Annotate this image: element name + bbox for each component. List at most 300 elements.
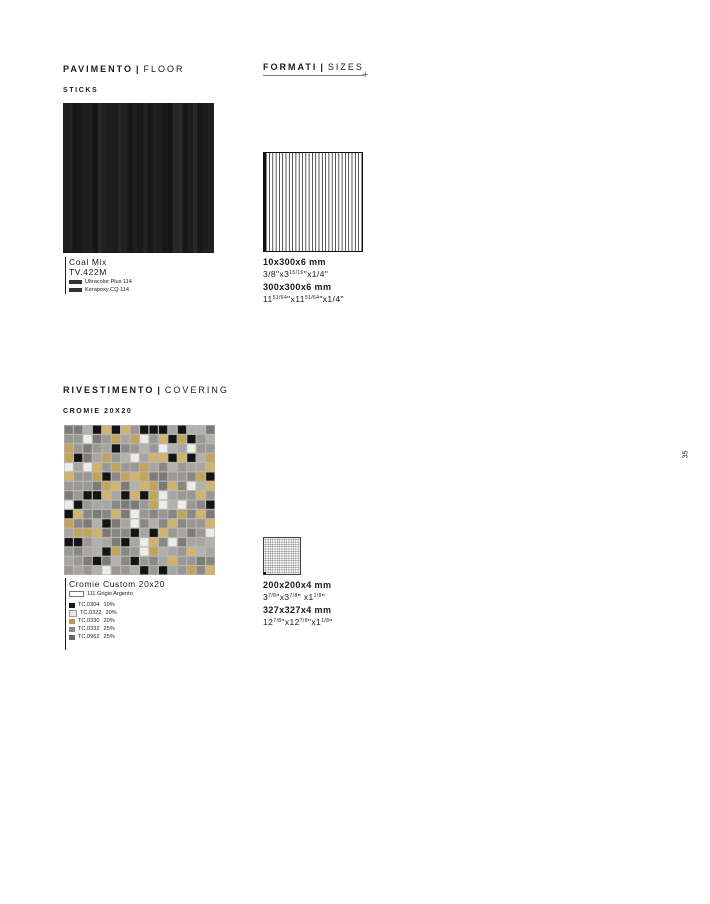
mosaic-chip — [187, 472, 195, 480]
heading-separator: | — [136, 64, 141, 74]
stick-strip — [173, 103, 177, 253]
mosaic-chip — [187, 501, 195, 509]
mosaic-chip — [93, 538, 101, 546]
mosaic-chip — [131, 510, 139, 518]
mosaic-chip — [187, 529, 195, 537]
grout-swatch — [69, 591, 84, 597]
mix-row — [69, 633, 117, 641]
mosaic-chip — [159, 472, 167, 480]
mix-code: TC.0332 — [78, 626, 100, 632]
mosaic-chip — [93, 454, 101, 462]
mosaic-chip — [197, 472, 205, 480]
mosaic-chip — [159, 463, 167, 471]
sizes-heading-bold: FORMATI — [263, 62, 318, 72]
stick-strip — [178, 103, 182, 253]
mosaic-chip — [168, 547, 176, 555]
mix-code: TC.0962 — [78, 634, 100, 640]
mosaic-chip — [93, 472, 101, 480]
mosaic-chip — [131, 538, 139, 546]
mosaic-chip — [102, 566, 110, 574]
mosaic-chip — [187, 463, 195, 471]
mosaic-chip — [83, 426, 91, 434]
mosaic-chip — [93, 529, 101, 537]
mosaic-tile-image — [64, 425, 215, 575]
mosaic-chip — [102, 482, 110, 490]
mosaic-chip — [65, 529, 73, 537]
mosaic-chip — [206, 454, 214, 462]
mosaic-chip — [102, 491, 110, 499]
mix-swatch — [69, 619, 75, 624]
heading-separator: | — [320, 62, 325, 72]
mosaic-chip — [197, 426, 205, 434]
sizes-heading — [263, 62, 364, 72]
mosaic-chip — [150, 426, 158, 434]
mosaic-chip — [112, 547, 120, 555]
mosaic-chip — [112, 501, 120, 509]
stick-strip — [103, 103, 107, 253]
mosaic-chip — [65, 491, 73, 499]
mosaic-chip — [197, 557, 205, 565]
mosaic-chip — [112, 538, 120, 546]
sticks-format-icon — [263, 152, 363, 252]
mosaic-chip — [83, 444, 91, 452]
mosaic-chip — [131, 482, 139, 490]
mosaic-chip — [93, 566, 101, 574]
mosaic-chip — [74, 529, 82, 537]
mosaic-chip — [178, 529, 186, 537]
size-fraction: 51/64 — [272, 295, 288, 301]
covering-grout-legend — [69, 590, 133, 598]
mosaic-chip — [178, 519, 186, 527]
mosaic-chip — [168, 454, 176, 462]
mosaic-chip — [140, 482, 148, 490]
mosaic-chip — [206, 529, 214, 537]
mosaic-chip — [159, 426, 167, 434]
mosaic-chip — [102, 547, 110, 555]
mosaic-chip — [131, 491, 139, 499]
floor-size-b-inch — [263, 294, 344, 304]
mosaic-chip — [187, 566, 195, 574]
mosaic-chip — [168, 482, 176, 490]
mosaic-chip — [178, 557, 186, 565]
mosaic-chip — [178, 566, 186, 574]
mosaic-chip — [150, 547, 158, 555]
size-part: "x11 — [287, 294, 305, 304]
mosaic-chip — [74, 444, 82, 452]
mosaic-chip — [93, 501, 101, 509]
mosaic-chip — [206, 491, 214, 499]
covering-size-b-inch — [263, 617, 333, 627]
mosaic-chip — [102, 501, 110, 509]
mosaic-chip — [178, 426, 186, 434]
mosaic-chip — [112, 444, 120, 452]
stick-strip — [128, 103, 132, 253]
mosaic-chip — [112, 491, 120, 499]
stick-strip — [158, 103, 162, 253]
mix-percent: 20% — [105, 610, 117, 616]
mosaic-chip — [83, 454, 91, 462]
mosaic-chip — [197, 529, 205, 537]
mosaic-chip — [83, 463, 91, 471]
mosaic-chip — [150, 566, 158, 574]
mosaic-chip — [168, 435, 176, 443]
mosaic-chip — [112, 482, 120, 490]
floor-heading — [63, 64, 185, 74]
mosaic-chip — [93, 519, 101, 527]
mosaic-chip — [168, 519, 176, 527]
mosaic-chip — [178, 463, 186, 471]
mix-code: TC.0330 — [78, 618, 100, 624]
stick-strip — [138, 103, 142, 253]
mosaic-chip — [197, 444, 205, 452]
mosaic-chip — [206, 501, 214, 509]
size-part: "x3 — [276, 592, 290, 602]
mosaic-chip — [102, 472, 110, 480]
mix-percent: 25% — [103, 626, 115, 632]
stick-strip — [198, 103, 202, 253]
stick-strip — [168, 103, 172, 253]
size-part: 3/8"x3 — [263, 269, 290, 279]
mosaic-chip — [140, 566, 148, 574]
mosaic-chip — [187, 519, 195, 527]
stick-strip — [68, 103, 72, 253]
grout-label: Ultracolor Plus 114 — [85, 279, 132, 285]
mix-swatch — [69, 627, 75, 632]
mosaic-chip — [131, 547, 139, 555]
covering-heading-light: COVERING — [164, 385, 229, 395]
mosaic-chip — [150, 557, 158, 565]
mosaic-chip — [83, 501, 91, 509]
mosaic-chip — [74, 510, 82, 518]
mosaic-chip — [93, 426, 101, 434]
mosaic-chip — [83, 557, 91, 565]
mosaic-chip — [112, 566, 120, 574]
mix-code: TC.0322 — [80, 610, 102, 616]
mix-code: TC.0304 — [78, 602, 100, 608]
mosaic-chip — [131, 463, 139, 471]
mosaic-chip — [112, 557, 120, 565]
mosaic-chip — [187, 510, 195, 518]
mosaic-chip — [197, 519, 205, 527]
mosaic-chip — [74, 566, 82, 574]
mosaic-chip — [93, 463, 101, 471]
floor-size-b-mm: 300x300x6 mm — [263, 282, 332, 292]
sticks-format-drawing — [263, 152, 363, 252]
mosaic-chip — [121, 566, 129, 574]
mosaic-chip — [65, 472, 73, 480]
mosaic-chip — [74, 472, 82, 480]
mosaic-tile-photo — [64, 425, 215, 575]
mosaic-chip — [140, 491, 148, 499]
mosaic-chip — [102, 444, 110, 452]
mosaic-chip — [178, 547, 186, 555]
mosaic-chip — [140, 463, 148, 471]
mosaic-chip — [83, 491, 91, 499]
mosaic-chip — [150, 472, 158, 480]
mosaic-chip — [83, 472, 91, 480]
stick-strip — [123, 103, 127, 253]
mosaic-chip — [178, 435, 186, 443]
mosaic-chip — [131, 454, 139, 462]
mosaic-chip — [150, 491, 158, 499]
format-edge — [264, 153, 267, 252]
mosaic-chip — [65, 454, 73, 462]
stick-strip — [78, 103, 82, 253]
mosaic-chip — [83, 538, 91, 546]
caption-bar — [65, 257, 66, 294]
mosaic-chip — [178, 444, 186, 452]
mosaic-chip — [168, 529, 176, 537]
mosaic-chip — [121, 491, 129, 499]
mosaic-chip — [178, 472, 186, 480]
format-outline — [264, 153, 363, 252]
covering-product-name: Cromie Custom 20x20 — [69, 579, 165, 589]
floor-heading-light: FLOOR — [143, 64, 185, 74]
mosaic-chip — [112, 454, 120, 462]
mosaic-chip — [140, 472, 148, 480]
mix-swatch — [69, 603, 75, 608]
stick-strip — [148, 103, 152, 253]
mosaic-chip — [178, 501, 186, 509]
mosaic-chip — [74, 435, 82, 443]
mosaic-chip — [206, 482, 214, 490]
mosaic-chip — [168, 426, 176, 434]
stick-strip — [213, 103, 214, 253]
mosaic-chip — [197, 501, 205, 509]
mosaic-chip — [150, 463, 158, 471]
mosaic-chip — [159, 566, 167, 574]
size-part: " — [321, 592, 326, 602]
mosaic-chip — [74, 547, 82, 555]
mosaic-chip — [131, 444, 139, 452]
stick-strip — [63, 103, 67, 253]
mosaic-chip — [131, 529, 139, 537]
mosaic-chip — [168, 491, 176, 499]
mosaic-chip — [168, 510, 176, 518]
mosaic-chip — [140, 454, 148, 462]
mosaic-chip — [65, 519, 73, 527]
mosaic-chip — [168, 463, 176, 471]
stick-strip — [98, 103, 102, 253]
mosaic-chip — [65, 444, 73, 452]
mosaic-chip — [93, 482, 101, 490]
mosaic-chip — [112, 529, 120, 537]
mosaic-chip — [206, 444, 214, 452]
sizes-heading-light: SIZES — [327, 62, 364, 72]
mosaic-chip — [168, 538, 176, 546]
grout-swatch — [69, 280, 82, 284]
mosaic-chip — [121, 510, 129, 518]
mix-percent: 25% — [103, 634, 115, 640]
mosaic-chip — [140, 501, 148, 509]
mosaic-chip — [159, 444, 167, 452]
mosaic-chip — [168, 566, 176, 574]
size-fraction: 7/8 — [299, 618, 308, 624]
mosaic-chip — [140, 557, 148, 565]
mosaic-chip — [65, 482, 73, 490]
size-fraction: 1/8 — [321, 618, 330, 624]
mosaic-chip — [93, 510, 101, 518]
mosaic-chip — [150, 529, 158, 537]
floor-grout-legend — [69, 278, 132, 294]
mosaic-chip — [65, 510, 73, 518]
mosaic-chip — [102, 538, 110, 546]
mosaic-chip — [168, 472, 176, 480]
mosaic-chip — [178, 510, 186, 518]
mosaic-chip — [159, 538, 167, 546]
mosaic-chip — [121, 444, 129, 452]
mosaic-chip — [83, 529, 91, 537]
mosaic-chip — [65, 547, 73, 555]
mosaic-chip — [168, 444, 176, 452]
mosaic-chip — [131, 519, 139, 527]
mosaic-chip — [206, 557, 214, 565]
mosaic-format-drawing — [263, 537, 301, 575]
mosaic-chip — [112, 463, 120, 471]
covering-heading-bold: RIVESTIMENTO — [63, 385, 155, 395]
covering-subheading: CROMIE 20X20 — [63, 408, 133, 415]
mosaic-chip — [159, 435, 167, 443]
mosaic-chip — [121, 529, 129, 537]
stick-strip — [193, 103, 197, 253]
size-fraction: 7/8 — [268, 593, 277, 599]
mosaic-chip — [159, 454, 167, 462]
mosaic-chip — [74, 501, 82, 509]
mosaic-chip — [102, 463, 110, 471]
covering-size-a-mm: 200x200x4 mm — [263, 580, 332, 590]
mosaic-chip — [187, 491, 195, 499]
mosaic-chip — [121, 426, 129, 434]
size-part: "x1/4" — [319, 294, 344, 304]
size-part: "x12 — [281, 617, 300, 627]
mosaic-chip — [150, 519, 158, 527]
mosaic-chip — [83, 547, 91, 555]
mosaic-chip — [65, 538, 73, 546]
stick-strip — [118, 103, 122, 253]
mosaic-chip — [102, 529, 110, 537]
mosaic-chip — [206, 463, 214, 471]
mosaic-chip — [159, 510, 167, 518]
mix-swatch — [69, 635, 75, 640]
mosaic-chip — [140, 444, 148, 452]
mosaic-chip — [74, 454, 82, 462]
mosaic-chip — [187, 426, 195, 434]
covering-heading — [63, 385, 229, 395]
mosaic-chip — [140, 426, 148, 434]
mosaic-chip — [121, 538, 129, 546]
mosaic-chip — [197, 491, 205, 499]
mosaic-chip — [197, 566, 205, 574]
mosaic-chip — [140, 519, 148, 527]
mosaic-chip — [159, 529, 167, 537]
grout-row — [69, 590, 133, 598]
mosaic-chip — [112, 510, 120, 518]
mosaic-chip — [206, 547, 214, 555]
mosaic-chip — [159, 491, 167, 499]
mosaic-chip — [65, 557, 73, 565]
mosaic-chip — [197, 547, 205, 555]
covering-size-a-inch — [263, 592, 325, 602]
mosaic-chip — [83, 482, 91, 490]
mosaic-chip — [187, 547, 195, 555]
mosaic-chip — [102, 454, 110, 462]
size-part: " — [329, 617, 333, 627]
mosaic-chip — [140, 510, 148, 518]
stick-strip — [163, 103, 167, 253]
mix-swatch — [69, 610, 77, 617]
mosaic-chip — [140, 435, 148, 443]
size-fraction: 51/64 — [304, 295, 320, 301]
mosaic-chip — [102, 435, 110, 443]
mosaic-chip — [65, 426, 73, 434]
covering-size-b-mm: 327x327x4 mm — [263, 605, 332, 615]
size-fraction: 1/8 — [313, 593, 322, 599]
mosaic-chip — [121, 472, 129, 480]
mosaic-chip — [197, 463, 205, 471]
floor-product-code: TV.422M — [69, 267, 107, 277]
heading-separator: | — [157, 385, 162, 395]
mosaic-chip — [65, 566, 73, 574]
mosaic-chip — [206, 566, 214, 574]
mosaic-chip — [74, 426, 82, 434]
format-corner-chip — [264, 572, 267, 575]
mosaic-chip — [206, 426, 214, 434]
mosaic-chip — [178, 538, 186, 546]
floor-size-a-mm: 10x300x6 mm — [263, 257, 326, 267]
mosaic-chip — [102, 557, 110, 565]
mosaic-chip — [178, 454, 186, 462]
mix-row — [69, 601, 117, 609]
mosaic-chip — [150, 538, 158, 546]
mix-legend — [69, 601, 117, 641]
mosaic-chip — [206, 435, 214, 443]
mosaic-chip — [150, 454, 158, 462]
mosaic-chip — [159, 547, 167, 555]
mosaic-chip — [131, 501, 139, 509]
mosaic-chip — [187, 454, 195, 462]
plus-icon: + — [362, 69, 369, 81]
size-part: "x1/4" — [303, 269, 329, 279]
mosaic-chip — [150, 510, 158, 518]
mosaic-chip — [65, 501, 73, 509]
mosaic-chip — [197, 435, 205, 443]
mosaic-format-icon — [263, 537, 301, 575]
mosaic-chip — [131, 435, 139, 443]
mosaic-chip — [187, 538, 195, 546]
mosaic-chip — [102, 426, 110, 434]
mosaic-chip — [102, 519, 110, 527]
mosaic-chip — [187, 557, 195, 565]
stick-strip — [143, 103, 147, 253]
mosaic-chip — [159, 482, 167, 490]
mosaic-chip — [65, 463, 73, 471]
mosaic-chip — [197, 510, 205, 518]
stick-strip — [203, 103, 207, 253]
mosaic-chip — [140, 547, 148, 555]
mosaic-chip — [93, 557, 101, 565]
mosaic-chip — [187, 482, 195, 490]
mosaic-chip — [168, 501, 176, 509]
stick-strip — [188, 103, 192, 253]
page-number: 35 — [682, 450, 690, 459]
mosaic-chip — [121, 501, 129, 509]
mosaic-chip — [197, 538, 205, 546]
grout-row — [69, 286, 132, 294]
stick-strip — [88, 103, 92, 253]
mosaic-chip — [140, 538, 148, 546]
size-part: 11 — [263, 294, 273, 304]
size-part: "x1 — [307, 617, 322, 627]
